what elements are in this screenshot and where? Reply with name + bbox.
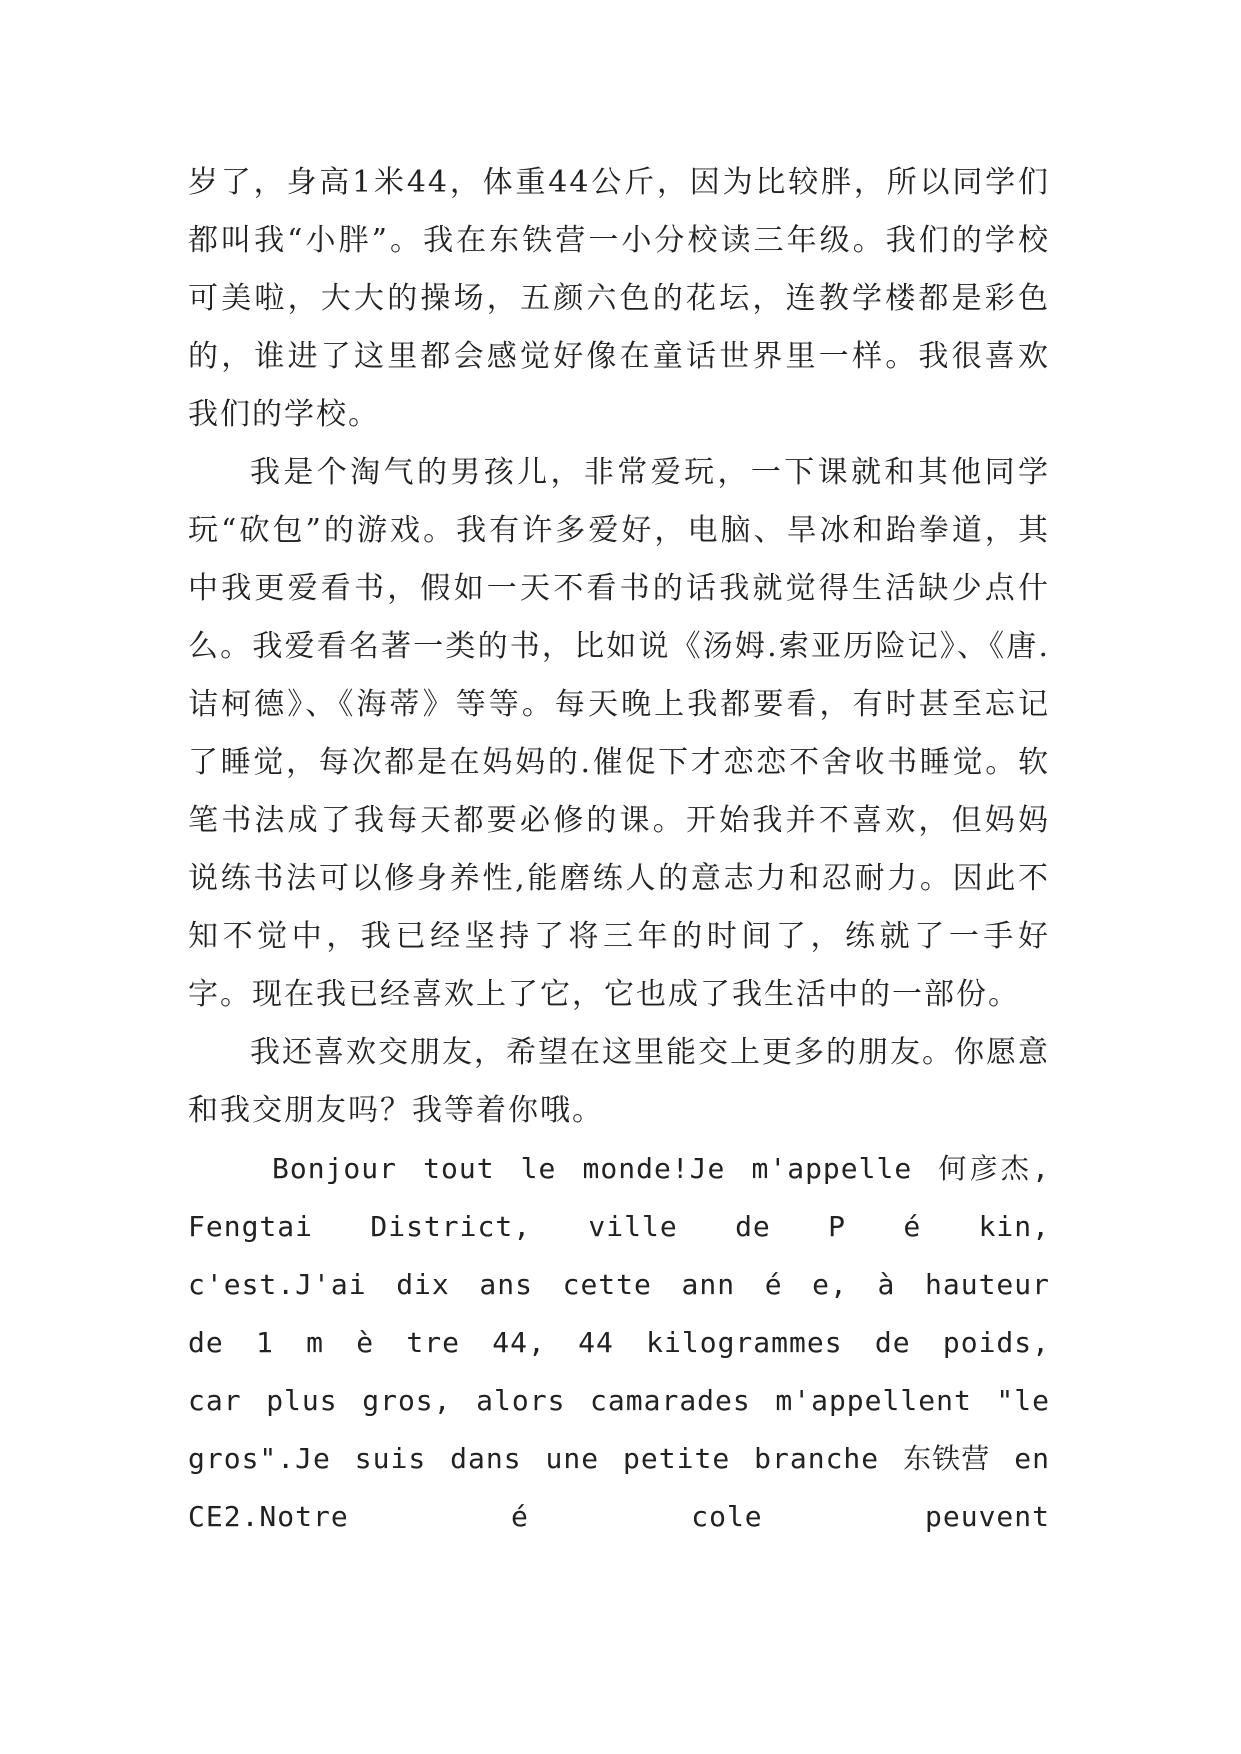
paragraph-hobbies-reading: 我是个淘气的男孩儿，非常爱玩，一下课就和其他同学玩“砍包”的游戏。我有许多爱好，电脑、旱冰和跆拳道，其中我更爱看书，假如一天不看书的话我就觉得生活缺少点什么。我爱看名著一类的书，比如说《汤姆.索亚历险记》、《唐.诘柯德》、《海蒂》等等。每天晚上我都要看，有时甚至忘记了睡觉，每次都是在妈妈的.催促下才恋恋不舍收书睡觉。软笔书法成了我每天都要必修的课。开始我并不喜欢，但妈妈说练书法可以修身养性,能磨练人的意志力和忍耐力。因此不知不觉中，我已经坚持了将三年的时间了，练就了一手好字。现在我已经喜欢上了它，它也成了我生活中的一部份。 (188, 455, 1050, 1012)
paragraph-french-translation: Bonjour tout le monde!Je m'appelle 何彦杰, Fengtai District, ville de P é kin, c'est.J'ai dix ans cette ann é e, à hauteur de 1 m è tre 44, 44 kilogrammes de poids, car plus gros, alors camarades m'appellent "le gros".Je suis dans une petite branche 东铁营 en CE2.Notre é cole peuvent (188, 1152, 1050, 1533)
document-body (188, 154, 1050, 1546)
paragraph-make-friends: 我还喜欢交朋友，希望在这里能交上更多的朋友。你愿意和我交朋友吗？我等着你哦。 (188, 1035, 1050, 1128)
paragraph-intro-school: 岁了，身高1米44，体重44公斤，因为比较胖，所以同学们都叫我“小胖”。我在东铁营一小分校读三年级。我们的学校可美啦，大大的操场，五颜六色的花坛，连教学楼都是彩色的，谁进了这里都会感觉好像在童话世界里一样。我很喜欢我们的学校。 (188, 165, 1050, 432)
